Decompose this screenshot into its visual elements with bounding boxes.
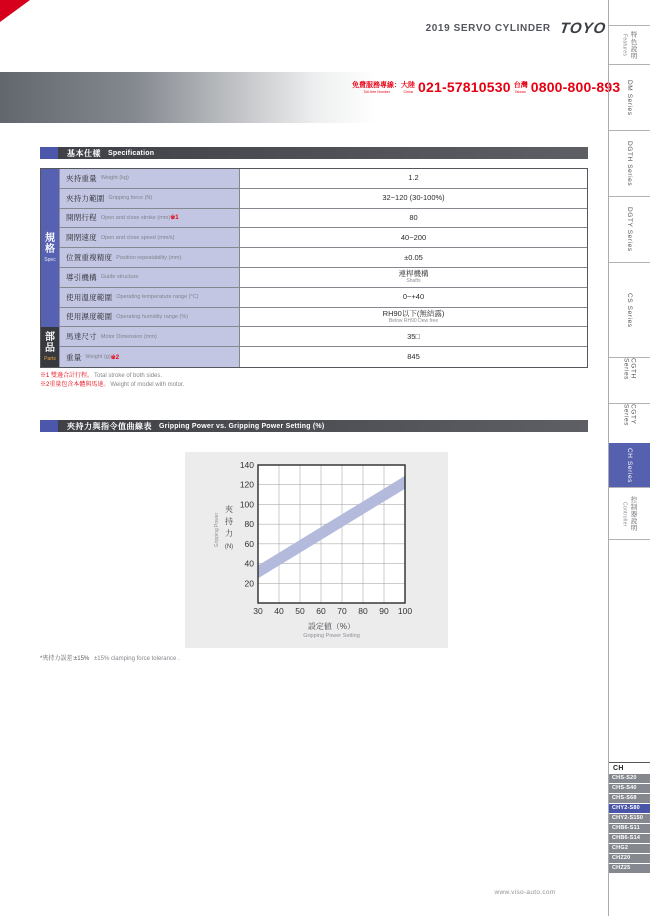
chart-footnote: *夾持力誤差:±15% ±15% clamping force tolerance . [40, 656, 180, 662]
spec-label: 使用溫度範圍 Operating temperature range (°C) [59, 288, 240, 307]
y-tick-label: 60 [244, 538, 254, 549]
accent-square [40, 147, 58, 159]
spec-footnotes [40, 372, 184, 390]
section-title-en: Gripping Power vs. Gripping Power Setting (%) [159, 422, 325, 430]
sidebar-tab-controller[interactable]: Controller 控制器說明 [609, 487, 650, 540]
y-tick-label: 40 [244, 558, 254, 569]
spec-row [59, 308, 587, 328]
spec-row [59, 189, 587, 209]
spec-row [59, 209, 587, 229]
x-tick-label: 100 [397, 606, 413, 616]
sidebar-tab-dgty-series[interactable]: DGTY Series [609, 196, 650, 262]
footnote-marker: ※1 [170, 215, 179, 222]
spec-value: 35□ [240, 327, 587, 346]
group-spec: 規格 Spec [41, 169, 59, 327]
spec-value: 80 [240, 209, 587, 228]
spec-row [59, 228, 587, 248]
ch-menu [609, 762, 650, 874]
y-tick-label: 100 [239, 499, 254, 510]
y-tick-label: 20 [244, 578, 254, 589]
spec-row [59, 327, 587, 347]
y-axis-label: 夾 [225, 505, 233, 514]
brand-logo: TOYO [558, 20, 608, 37]
x-tick-label: 70 [337, 606, 347, 616]
table-footnote: ※1 雙邊合計行程。Total stroke of both sides. [40, 373, 163, 379]
section-header-specification [40, 147, 588, 159]
spec-label: 重量 Weight (g) ※2 [59, 347, 240, 367]
section-title-zh: 基本仕樣 [67, 148, 101, 158]
spec-value: 40~200 [240, 228, 587, 247]
menu-item-chs-s68[interactable]: CHS-S68 [609, 794, 650, 803]
menu-item-chy2-s80[interactable]: CHY2-S80 [609, 804, 650, 813]
spec-label: 夾持重量 Weight (kg) [59, 169, 240, 188]
spec-value: 0~+40 [240, 288, 587, 307]
accent-square [40, 420, 58, 432]
group-parts: 部品 Parts [41, 327, 59, 367]
sidebar-tab-cs-series[interactable]: CS Series [609, 262, 650, 357]
spec-label: 使用濕度範圍 Operating humidity range (%) [59, 308, 240, 327]
menu-item-chb6-s11[interactable]: CHB6-S11 [609, 824, 650, 833]
spec-value: 1.2 [240, 169, 587, 188]
spec-row [59, 288, 587, 308]
sidebar-tab-ch-series[interactable]: CH Series [609, 443, 650, 487]
table-footnote: ※2重量包含本體與馬達。Weight of model with motor. [40, 382, 185, 388]
menu-item-chy2-s150[interactable]: CHY2-S150 [609, 814, 650, 823]
chart-panel [185, 452, 448, 648]
spec-value: RH90以下(無結露) Below RH90 Dew free [240, 308, 587, 327]
x-tick-label: 60 [316, 606, 326, 616]
corner-ribbon [0, 0, 30, 22]
menu-item-chz25[interactable]: CHZ25 [609, 864, 650, 873]
x-tick-label: 30 [253, 606, 263, 616]
spec-label: 位置重複精度 Position repeatability (mm) [59, 248, 240, 267]
y-axis-label: 力 [225, 529, 233, 538]
sidebar-tab-features[interactable]: Features 特色說明 [609, 25, 650, 64]
x-axis-label: 設定値（%） [307, 622, 356, 631]
ch-menu-header: CH [609, 762, 650, 774]
spec-table [40, 168, 588, 368]
footer-url: www.viso-auto.com [494, 889, 556, 896]
y-tick-label: 80 [244, 519, 254, 530]
x-tick-label: 50 [295, 606, 305, 616]
x-tick-label: 90 [379, 606, 389, 616]
sidebar-tab-dgth-series[interactable]: DGTH Series [609, 130, 650, 196]
spec-label: 導引機構 Guide structure [59, 268, 240, 287]
spec-rows [59, 169, 587, 367]
x-axis-sublabel: Gripping Power Setting [303, 633, 360, 639]
phone-china: 021-57810530 [418, 79, 511, 95]
sidebar-tab-cgty-series[interactable]: CGTY Series [609, 403, 650, 443]
hotline-region-china: 大陸 China [401, 82, 415, 94]
spec-label: 馬達尺寸 Motor Dimension (mm) [59, 327, 240, 346]
menu-item-chz20[interactable]: CHZ20 [609, 854, 650, 863]
footnote-marker: ※2 [110, 354, 120, 361]
spec-row [59, 347, 587, 367]
spec-label: 開閉速度 Open and close speed (mm/s) [59, 228, 240, 247]
sidebar-tab-dm-series[interactable]: DM Series [609, 64, 650, 130]
plot-area [258, 465, 405, 603]
spec-value: ±0.05 [240, 248, 587, 267]
y-axis-unit: (N) [224, 544, 234, 550]
hotline-region-taiwan: 台灣 Taiwan [513, 82, 528, 94]
menu-item-chg2[interactable]: CHG2 [609, 844, 650, 853]
spec-label: 夾持力範圍 Gripping force (N) [59, 189, 240, 208]
y-tick-label: 120 [239, 479, 254, 490]
sidebar-tab-cgth-series[interactable]: CGTH Series [609, 357, 650, 403]
page-title: 2019 SERVO CYLINDER [425, 23, 551, 34]
header [330, 20, 606, 37]
y-tick-label: 140 [239, 460, 254, 470]
spec-row [59, 248, 587, 268]
x-tick-label: 40 [274, 606, 284, 616]
gripping-power-chart [185, 452, 448, 648]
menu-item-chs-s40[interactable]: CHS-S40 [609, 784, 650, 793]
spec-row [59, 169, 587, 189]
section-title-zh: 夾持力與指令值曲線表 [67, 421, 152, 431]
spec-value: 845 [240, 347, 587, 367]
section-title-en: Specification [108, 149, 155, 157]
menu-item-chb6-s14[interactable]: CHB6-S14 [609, 834, 650, 843]
spec-value: 32~120 (30-100%) [240, 189, 587, 208]
spec-label: 開閉行程 Open and close stroke (mm) ※1 [59, 209, 240, 228]
y-axis-sublabel: Gripping Power [214, 512, 220, 548]
hotline [352, 80, 623, 95]
section-header-gripping-chart [40, 420, 588, 432]
hotline-label: 免費服務專線： Toll-free Number [352, 82, 401, 94]
phone-taiwan: 0800-800-893 [530, 79, 621, 95]
x-tick-label: 80 [358, 606, 368, 616]
spec-value: 連桿機構 Shafts [240, 268, 587, 287]
menu-item-chs-s20[interactable]: CHS-S20 [609, 774, 650, 783]
spec-row [59, 268, 587, 288]
y-axis-label: 持 [225, 517, 233, 526]
